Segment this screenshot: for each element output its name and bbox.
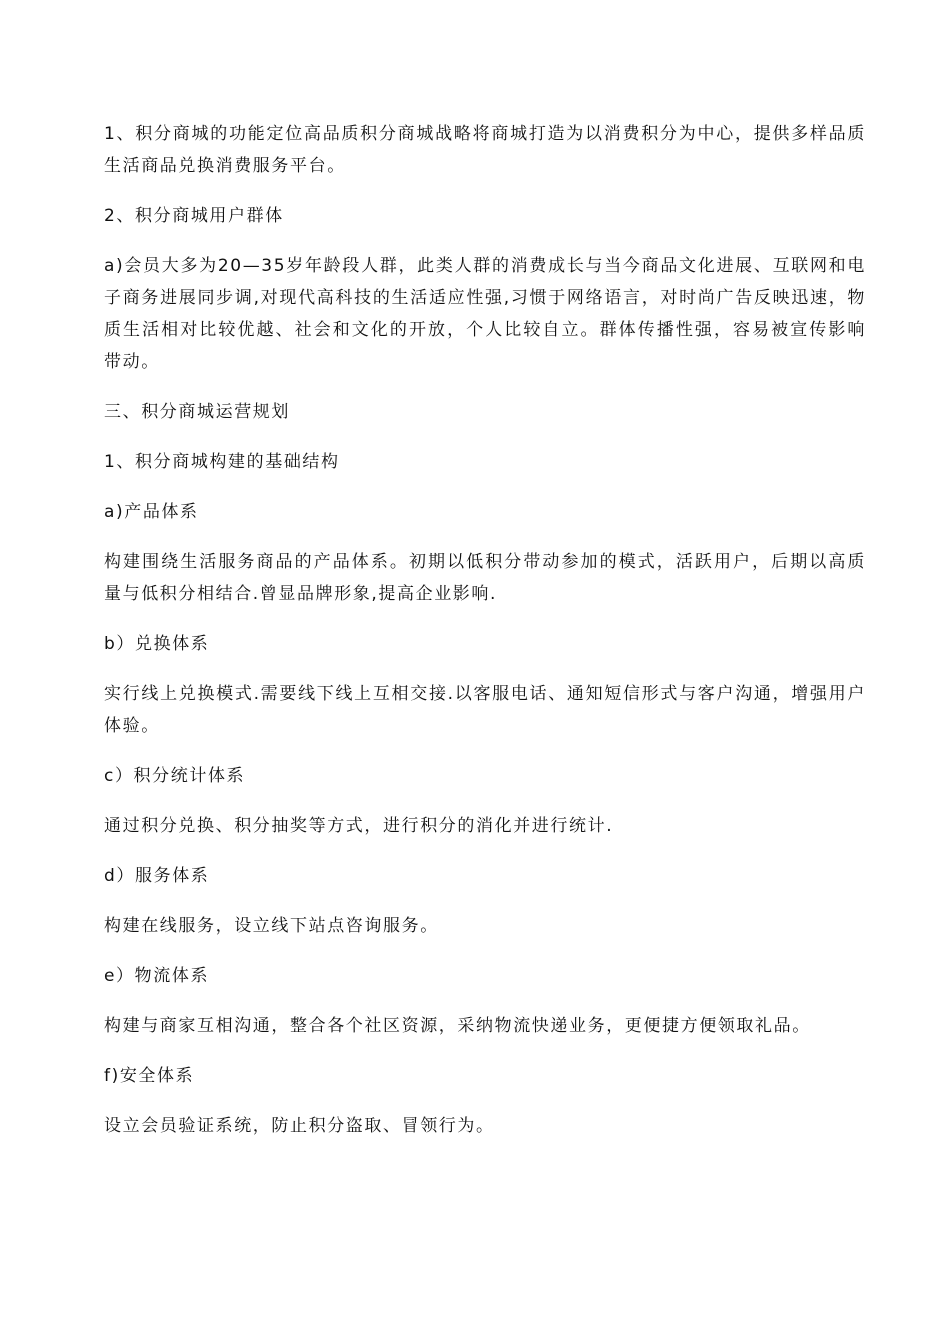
heading-exchange-system: b）兑换体系	[104, 634, 210, 654]
para-product-system: 构建围绕生活服务商品的产品体系。初期以低积分带动参加的模式，活跃用户，后期以高质量与低积分相结合.曾显品牌形象,提高企业影响.	[104, 552, 866, 604]
heading-security-system: f)安全体系	[104, 1066, 195, 1086]
heading-product-system: a)产品体系	[104, 502, 199, 522]
heading-basic-structure: 1、积分商城构建的基础结构	[104, 452, 340, 472]
heading-statistics-system: c）积分统计体系	[104, 766, 246, 786]
heading-user-group: 2、积分商城用户群体	[104, 206, 284, 226]
para-security-system: 设立会员验证系统，防止积分盗取、冒领行为。	[104, 1116, 495, 1136]
para-exchange-system: 实行线上兑换模式.需要线下线上互相交接.以客服电话、通知短信形式与客户沟通，增强用户体验。	[104, 684, 866, 736]
para-statistics-system: 通过积分兑换、积分抽奖等方式，进行积分的消化并进行统计.	[104, 816, 614, 836]
para-user-group: a)会员大多为20—35岁年龄段人群，此类人群的消费成长与当今商品文化进展、互联网和电子商务进展同步调,对现代高科技的生活适应性强,习惯于网络语言，对时尚广告反映迅速，物质生活相对比较优越、社会和文化的开放，个人比较自立。群体传播性强，容易被宣传影响带动。	[104, 256, 866, 372]
para-logistics-system: 构建与商家互相沟通，整合各个社区资源，采纳物流快递业务，更便捷方便领取礼品。	[104, 1016, 811, 1036]
para-positioning: 1、积分商城的功能定位高品质积分商城战略将商城打造为以消费积分为中心，提供多样品质生活商品兑换消费服务平台。	[104, 124, 866, 176]
document-body	[104, 118, 866, 1160]
heading-logistics-system: e）物流体系	[104, 966, 210, 986]
para-service-system: 构建在线服务，设立线下站点咨询服务。	[104, 916, 439, 936]
heading-operation-plan: 三、积分商城运营规划	[104, 402, 290, 422]
heading-service-system: d）服务体系	[104, 866, 210, 886]
